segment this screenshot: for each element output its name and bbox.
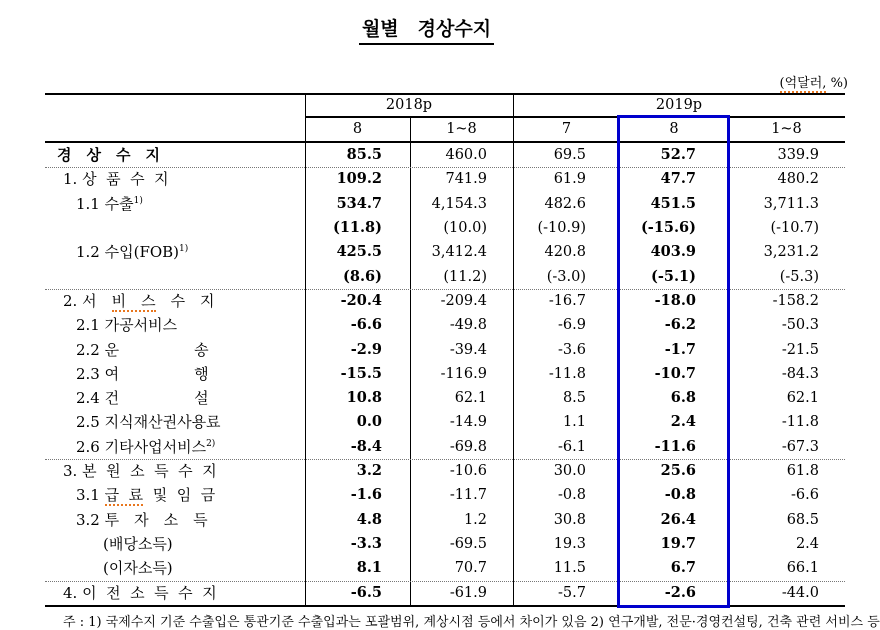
value-cell: 2.4 bbox=[670, 413, 696, 431]
row-label bbox=[45, 192, 305, 216]
value-cell: 460.0 bbox=[445, 147, 487, 163]
column-header-2019-aug: 8 bbox=[669, 121, 679, 137]
value-cell: -0.8 bbox=[664, 486, 696, 504]
row-label bbox=[45, 435, 305, 459]
value-cell: -6.6 bbox=[791, 487, 819, 504]
value-cell: 66.1 bbox=[786, 560, 819, 577]
table-row bbox=[45, 581, 845, 605]
value-cell: -69.8 bbox=[449, 438, 487, 455]
value-cell: 1.2 bbox=[463, 511, 487, 528]
value-cell: -11.7 bbox=[449, 487, 487, 504]
row-label-text: 3. 본 원 소 득 수 지 bbox=[63, 462, 217, 481]
value-cell: (-15.6) bbox=[640, 218, 696, 236]
row-label-text: 급 료 bbox=[104, 486, 144, 505]
row-label-text: 비 스 bbox=[111, 291, 156, 310]
value-cell: -6.6 bbox=[350, 316, 382, 334]
balance-table bbox=[45, 93, 845, 607]
row-label-text: 1.2 수입(FOB) bbox=[76, 243, 180, 262]
value-cell: 47.7 bbox=[660, 170, 696, 188]
value-cell: -14.9 bbox=[449, 414, 487, 431]
value-cell: -11.8 bbox=[548, 365, 586, 382]
column-group-2019: 2019p bbox=[655, 97, 703, 113]
value-cell: 69.5 bbox=[553, 147, 586, 163]
value-cell: 1.1 bbox=[562, 414, 586, 431]
table-row bbox=[45, 216, 845, 240]
page-title bbox=[0, 14, 853, 45]
value-cell: 10.8 bbox=[346, 389, 382, 407]
value-cell: -18.0 bbox=[654, 291, 696, 309]
value-cell: 3.2 bbox=[356, 462, 382, 480]
table-row bbox=[45, 362, 845, 386]
value-cell: -10.6 bbox=[449, 463, 487, 480]
value-cell: 482.6 bbox=[544, 195, 586, 212]
table-row bbox=[45, 192, 845, 216]
row-label bbox=[45, 313, 305, 337]
value-cell: -6.9 bbox=[558, 317, 586, 334]
table-row bbox=[45, 532, 845, 556]
footnote-marker: 2) bbox=[206, 438, 216, 449]
value-cell: 19.3 bbox=[553, 536, 586, 552]
row-label bbox=[45, 338, 305, 362]
page-title-text: 월별 경상수지 bbox=[359, 14, 494, 45]
row-label bbox=[45, 386, 305, 410]
value-cell: 451.5 bbox=[650, 194, 696, 212]
table-row bbox=[45, 556, 845, 580]
value-cell: -2.9 bbox=[350, 340, 382, 358]
value-cell: (-3.0) bbox=[546, 268, 586, 285]
value-cell: 62.1 bbox=[454, 390, 487, 407]
value-cell: -61.9 bbox=[449, 584, 487, 601]
row-label-text: 4. 이 전 소 득 수 지 bbox=[63, 583, 217, 602]
table-row bbox=[45, 313, 845, 337]
value-cell: -6.1 bbox=[558, 438, 586, 455]
value-cell: (-10.9) bbox=[537, 219, 586, 236]
column-header-2019-cum: 1~8 bbox=[771, 121, 802, 137]
value-cell: 11.5 bbox=[553, 560, 586, 577]
value-cell: 4,154.3 bbox=[431, 195, 487, 212]
value-cell: -209.4 bbox=[440, 292, 487, 309]
row-label-text: 1. 상 품 수 지 bbox=[63, 170, 169, 189]
value-cell: (11.2) bbox=[443, 268, 487, 285]
row-label bbox=[45, 483, 305, 507]
value-cell: -21.5 bbox=[781, 341, 819, 358]
unit-label bbox=[780, 72, 848, 91]
value-cell: 480.2 bbox=[777, 171, 819, 188]
value-cell: -20.4 bbox=[340, 291, 382, 309]
value-cell: 70.7 bbox=[454, 560, 487, 577]
value-cell: 3,711.3 bbox=[763, 195, 819, 212]
value-cell: 3,412.4 bbox=[431, 244, 487, 261]
value-cell: -116.9 bbox=[440, 365, 487, 382]
value-cell: 109.2 bbox=[336, 170, 382, 188]
value-cell: -67.3 bbox=[781, 438, 819, 455]
unit-label-rest: %) bbox=[826, 76, 848, 91]
value-cell: 85.5 bbox=[346, 146, 382, 163]
row-label-text: 2.3 여 행 bbox=[76, 364, 209, 383]
value-cell: -6.5 bbox=[350, 583, 382, 601]
value-cell: 61.8 bbox=[786, 463, 819, 480]
value-cell: -16.7 bbox=[548, 292, 586, 309]
value-cell: 339.9 bbox=[777, 147, 819, 163]
value-cell: -44.0 bbox=[781, 584, 819, 601]
column-header-2018-aug: 8 bbox=[352, 121, 363, 137]
value-cell: -0.8 bbox=[558, 487, 586, 504]
table-row bbox=[45, 240, 845, 264]
row-label bbox=[45, 459, 305, 483]
value-cell: 403.9 bbox=[650, 243, 696, 261]
column-header-2019-jul: 7 bbox=[561, 121, 572, 137]
row-label bbox=[45, 532, 305, 556]
value-cell: -1.6 bbox=[350, 486, 382, 504]
row-label-text: 3.1 bbox=[76, 486, 105, 505]
row-label bbox=[45, 240, 305, 264]
value-cell: 741.9 bbox=[445, 171, 487, 188]
value-cell: (-10.7) bbox=[770, 219, 819, 236]
value-cell: (8.6) bbox=[343, 267, 382, 285]
table-row bbox=[45, 338, 845, 362]
value-cell: 425.5 bbox=[336, 243, 382, 261]
value-cell: -3.3 bbox=[350, 535, 382, 552]
row-label bbox=[45, 289, 305, 313]
value-cell: 8.1 bbox=[356, 559, 382, 577]
table-row bbox=[45, 289, 845, 313]
row-label-text: 2.6 기타사업서비스 bbox=[76, 437, 207, 456]
value-cell: 8.5 bbox=[562, 390, 586, 407]
table-row bbox=[45, 483, 845, 507]
table-row bbox=[45, 143, 845, 167]
footnote-marker: 1) bbox=[133, 195, 143, 206]
value-cell: 2.4 bbox=[795, 536, 819, 552]
value-cell: -6.2 bbox=[664, 316, 696, 334]
value-cell: -2.6 bbox=[664, 583, 696, 601]
row-label bbox=[45, 143, 305, 167]
value-cell: -3.6 bbox=[558, 341, 586, 358]
value-cell: (-5.1) bbox=[651, 267, 696, 285]
footnote-marker: 1) bbox=[179, 244, 189, 255]
row-label bbox=[45, 410, 305, 434]
value-cell: -5.7 bbox=[558, 584, 586, 601]
table-row bbox=[45, 386, 845, 410]
row-label-text: 2.4 건 설 bbox=[76, 389, 209, 408]
value-cell: 0.0 bbox=[356, 413, 382, 431]
value-cell: -49.8 bbox=[449, 317, 487, 334]
row-label-text: 수 지 bbox=[155, 291, 215, 310]
footnote-clipped: 주 : 1) 국제수지 기준 수출입은 통관기준 수출입과는 포괄범위, 계상시점 등에서 차이가 있음 2) 연구개발, 전문·경영컨설팅, 건축 관련 서비스 등 bbox=[63, 615, 880, 630]
value-cell: 3,231.2 bbox=[763, 244, 819, 261]
value-cell: -8.4 bbox=[350, 437, 382, 455]
value-cell: 61.9 bbox=[553, 171, 586, 188]
value-cell: 6.7 bbox=[670, 559, 696, 577]
row-label bbox=[45, 581, 305, 605]
table-row bbox=[45, 508, 845, 532]
row-label-text: 2.1 가공서비스 bbox=[76, 316, 178, 335]
value-cell: 4.8 bbox=[356, 510, 382, 528]
table-row bbox=[45, 167, 845, 191]
row-label bbox=[45, 362, 305, 386]
table-row bbox=[45, 435, 845, 459]
row-label-text: 1.1 수출 bbox=[76, 194, 134, 213]
row-label-text: 2. 서 bbox=[63, 291, 112, 310]
column-header-2018-cum: 1~8 bbox=[446, 121, 477, 137]
value-cell: (10.0) bbox=[443, 219, 487, 236]
value-cell: -158.2 bbox=[772, 292, 819, 309]
value-cell: 6.8 bbox=[670, 389, 696, 407]
row-label bbox=[45, 167, 305, 191]
table-row bbox=[45, 265, 845, 289]
value-cell: 19.7 bbox=[660, 535, 696, 552]
value-cell: 68.5 bbox=[786, 511, 819, 528]
value-cell: -39.4 bbox=[449, 341, 487, 358]
row-label-text: 3.2 투 자 소 득 bbox=[76, 510, 208, 529]
row-label bbox=[45, 216, 305, 240]
row-label-text: 및 임 금 bbox=[143, 486, 216, 505]
row-label-text: 경 상 수 지 bbox=[57, 146, 160, 164]
table-rows bbox=[45, 143, 845, 605]
value-cell: 30.8 bbox=[553, 511, 586, 528]
value-cell: -69.5 bbox=[449, 536, 487, 552]
value-cell: 26.4 bbox=[660, 510, 696, 528]
row-label-text: 2.2 운 송 bbox=[76, 340, 209, 359]
row-label-text: (배당소득) bbox=[103, 535, 173, 553]
table-row bbox=[45, 410, 845, 434]
value-cell: -1.7 bbox=[664, 340, 696, 358]
row-label-text: (이자소득) bbox=[103, 559, 173, 578]
value-cell: -11.8 bbox=[781, 414, 819, 431]
row-label-text: 2.5 지식재산권사용료 bbox=[76, 413, 221, 432]
value-cell: -50.3 bbox=[781, 317, 819, 334]
value-cell: -10.7 bbox=[654, 364, 696, 382]
row-label bbox=[45, 508, 305, 532]
value-cell: 30.0 bbox=[553, 463, 586, 480]
value-cell: 534.7 bbox=[336, 194, 382, 212]
value-cell: 420.8 bbox=[544, 244, 586, 261]
value-cell: -15.5 bbox=[340, 364, 382, 382]
value-cell: (-5.3) bbox=[779, 268, 819, 285]
table-bottom-rule bbox=[45, 605, 845, 607]
value-cell: -11.6 bbox=[654, 437, 696, 455]
row-label bbox=[45, 556, 305, 580]
value-cell: 62.1 bbox=[786, 390, 819, 407]
value-cell: 25.6 bbox=[660, 462, 696, 480]
unit-label-highlighted: (억달러, bbox=[779, 76, 827, 91]
value-cell: (11.8) bbox=[332, 218, 382, 236]
column-group-2018: 2018p bbox=[385, 97, 433, 113]
row-label bbox=[45, 265, 305, 289]
value-cell: -84.3 bbox=[781, 365, 819, 382]
value-cell: 52.7 bbox=[660, 146, 696, 163]
table-row bbox=[45, 459, 845, 483]
